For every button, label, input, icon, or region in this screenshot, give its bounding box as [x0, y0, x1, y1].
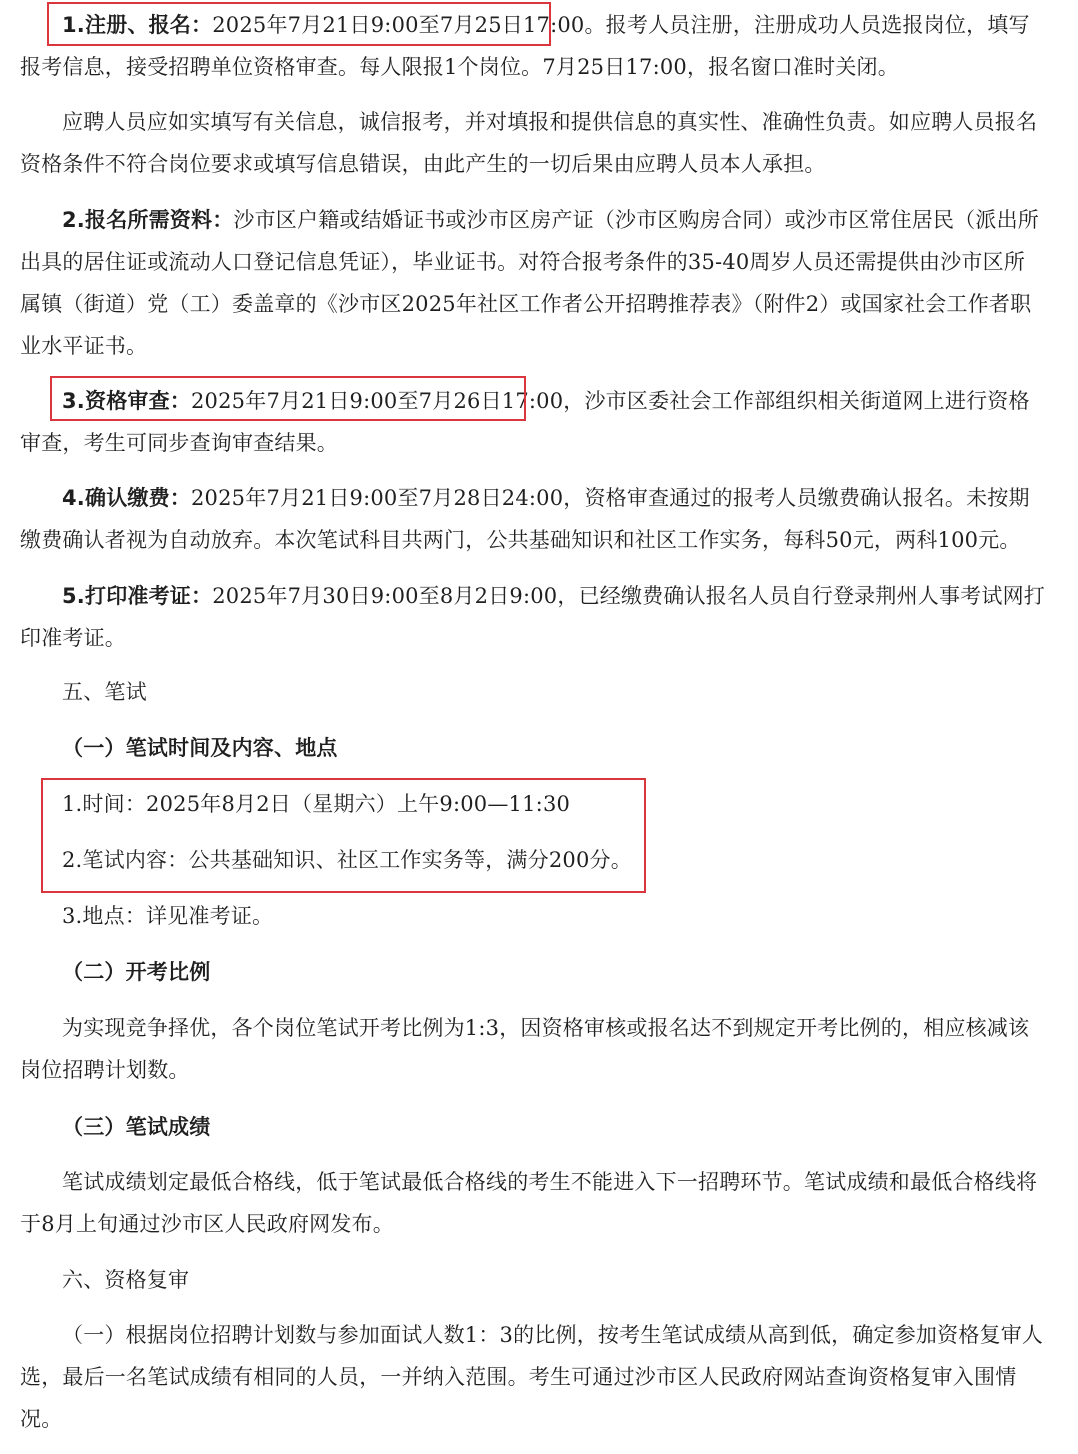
item-registration-text: 2025年7月21日9:00至7月25日17:00。报考人员注册，注册成功人员选报岗位，填写报考信息，接受招聘单位资格审查。每人限报1个岗位。7月25日17:00，报名窗口准时关闭。: [20, 13, 1030, 79]
section-written-exam-title: 五、笔试: [62, 680, 147, 704]
item-honesty-note: [20, 101, 1046, 185]
item-payment-label: 4.确认缴费：: [62, 486, 191, 510]
item-qualification-review-label: 3.资格审查：: [62, 389, 191, 413]
subsection-time-content-place: （一）笔试时间及内容、地点: [62, 736, 338, 760]
ratio-text: 为实现竞争择优，各个岗位笔试开考比例为1:3，因资格审核或报名达不到规定开考比例的，相应核减该岗位招聘计划数。: [20, 1016, 1030, 1082]
item-registration-label: 1.注册、报名：: [62, 13, 213, 37]
exam-content: 2.笔试内容：公共基础知识、社区工作实务等，满分200分。: [62, 848, 632, 872]
item-honesty-note-text: 应聘人员应如实填写有关信息，诚信报考，并对填报和提供信息的真实性、准确性负责。如应聘人员报名资格条件不符合岗位要求或填写信息错误，由此产生的一切后果由应聘人员本人承担。: [20, 110, 1038, 176]
exam-place: 3.地点：详见准考证。: [62, 904, 274, 928]
item-required-materials-text: 沙市区户籍或结婚证书或沙市区房产证（沙市区购房合同）或沙市区常住居民（派出所出具的居住证或流动人口登记信息凭证），毕业证书。对符合报考条件的35-40周岁人员还需提供由沙市区所属镇（街道）党（工）委盖章的《沙市区2025年社区工作者公开招聘推荐表》（附件2）或国家社会工作者职业水平证书。: [20, 208, 1039, 358]
subsection-ratio: （二）开考比例: [62, 960, 211, 984]
section-requalification-title: 六、资格复审: [62, 1268, 190, 1292]
item-admission-ticket: [20, 575, 1046, 659]
item-admission-ticket-label: 5.打印准考证：: [62, 584, 213, 608]
exam-time: 1.时间：2025年8月2日（星期六）上午9:00—11:30: [62, 792, 571, 816]
item-payment-text: 2025年7月21日9:00至7月28日24:00，资格审查通过的报考人员缴费确认报名。未按期缴费确认者视为自动放弃。本次笔试科目共两门，公共基础知识和社区工作实务，每科50元，两科100元。: [20, 486, 1030, 552]
item-required-materials-label: 2.报名所需资料：: [62, 208, 234, 232]
item-qualification-review-text: 2025年7月21日9:00至7月26日17:00，沙市区委社会工作部组织相关街道网上进行资格审查，考生可同步查询审查结果。: [20, 389, 1030, 455]
subsection-score: （三）笔试成绩: [62, 1115, 211, 1139]
score-text: 笔试成绩划定最低合格线，低于笔试最低合格线的考生不能进入下一招聘环节。笔试成绩和最低合格线将于8月上旬通过沙市区人民政府网发布。: [20, 1170, 1038, 1236]
highlight-box-review: [50, 376, 526, 421]
item-required-materials: [20, 199, 1046, 367]
item-admission-ticket-text: 2025年7月30日9:00至8月2日9:00，已经缴费确认报名人员自行登录荆州人事考试网打印准考证。: [20, 584, 1045, 650]
highlight-box-exam: [41, 778, 646, 893]
item-payment: [20, 477, 1046, 561]
requalification-text: （一）根据岗位招聘计划数与参加面试人数1：3的比例，按考生笔试成绩从高到低，确定参加资格复审人选，最后一名笔试成绩有相同的人员，一并纳入范围。考生可通过沙市区人民政府网站查询资格复审入围情况。: [20, 1323, 1044, 1431]
highlight-box-registration: [47, 2, 551, 46]
